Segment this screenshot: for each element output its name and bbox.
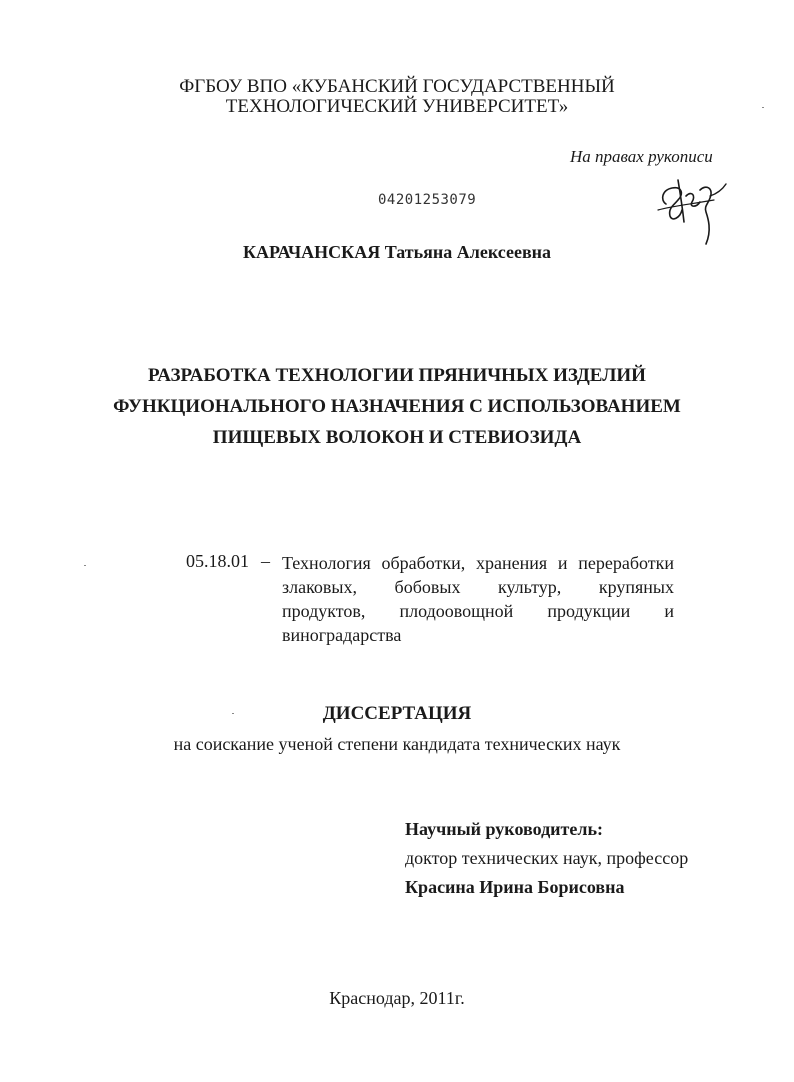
specialty-line4: виноградарства <box>282 625 402 645</box>
specialty-line3: продуктов, плодоовощной продукции и <box>282 601 674 621</box>
dissertation-subtitle: на соискание ученой степени кандидата технических наук <box>173 734 621 754</box>
scan-speck <box>232 713 234 714</box>
rights-note: На правах рукописи <box>570 147 713 166</box>
handwritten-signature <box>652 160 728 250</box>
advisor-degree: доктор технических наук, профессор <box>405 848 689 868</box>
specialty-line1: Технология обработки, хранения и переработки <box>282 553 674 573</box>
registration-stamp-number: 04201253079 <box>378 192 477 208</box>
thesis-title-line3: ПИЩЕВЫХ ВОЛОКОН И СТЕВИОЗИДА <box>212 427 582 448</box>
specialty-description <box>282 551 674 647</box>
specialty-code: 05.18.01 <box>186 551 249 571</box>
city-and-year: Краснодар, 2011г. <box>329 988 465 1008</box>
specialty-dash: – <box>261 551 270 571</box>
dissertation-heading: ДИССЕРТАЦИЯ <box>322 703 472 724</box>
scan-speck <box>84 565 86 566</box>
university-name-line1: ФГБОУ ВПО «КУБАНСКИЙ ГОСУДАРСТВЕННЫЙ <box>179 76 615 97</box>
advisor-label: Научный руководитель: <box>405 819 603 839</box>
scan-speck <box>762 107 764 108</box>
thesis-title-line2: ФУНКЦИОНАЛЬНОГО НАЗНАЧЕНИЯ С ИСПОЛЬЗОВАНИЕМ <box>113 396 681 417</box>
author-name: КАРАЧАНСКАЯ Татьяна Алексеевна <box>242 242 552 262</box>
advisor-name: Красина Ирина Борисовна <box>405 877 625 897</box>
university-name-line2: ТЕХНОЛОГИЧЕСКИЙ УНИВЕРСИТЕТ» <box>225 96 569 117</box>
thesis-title-line1: РАЗРАБОТКА ТЕХНОЛОГИИ ПРЯНИЧНЫХ ИЗДЕЛИЙ <box>148 365 646 386</box>
specialty-line2: злаковых, бобовых культур, крупяных <box>282 577 674 597</box>
